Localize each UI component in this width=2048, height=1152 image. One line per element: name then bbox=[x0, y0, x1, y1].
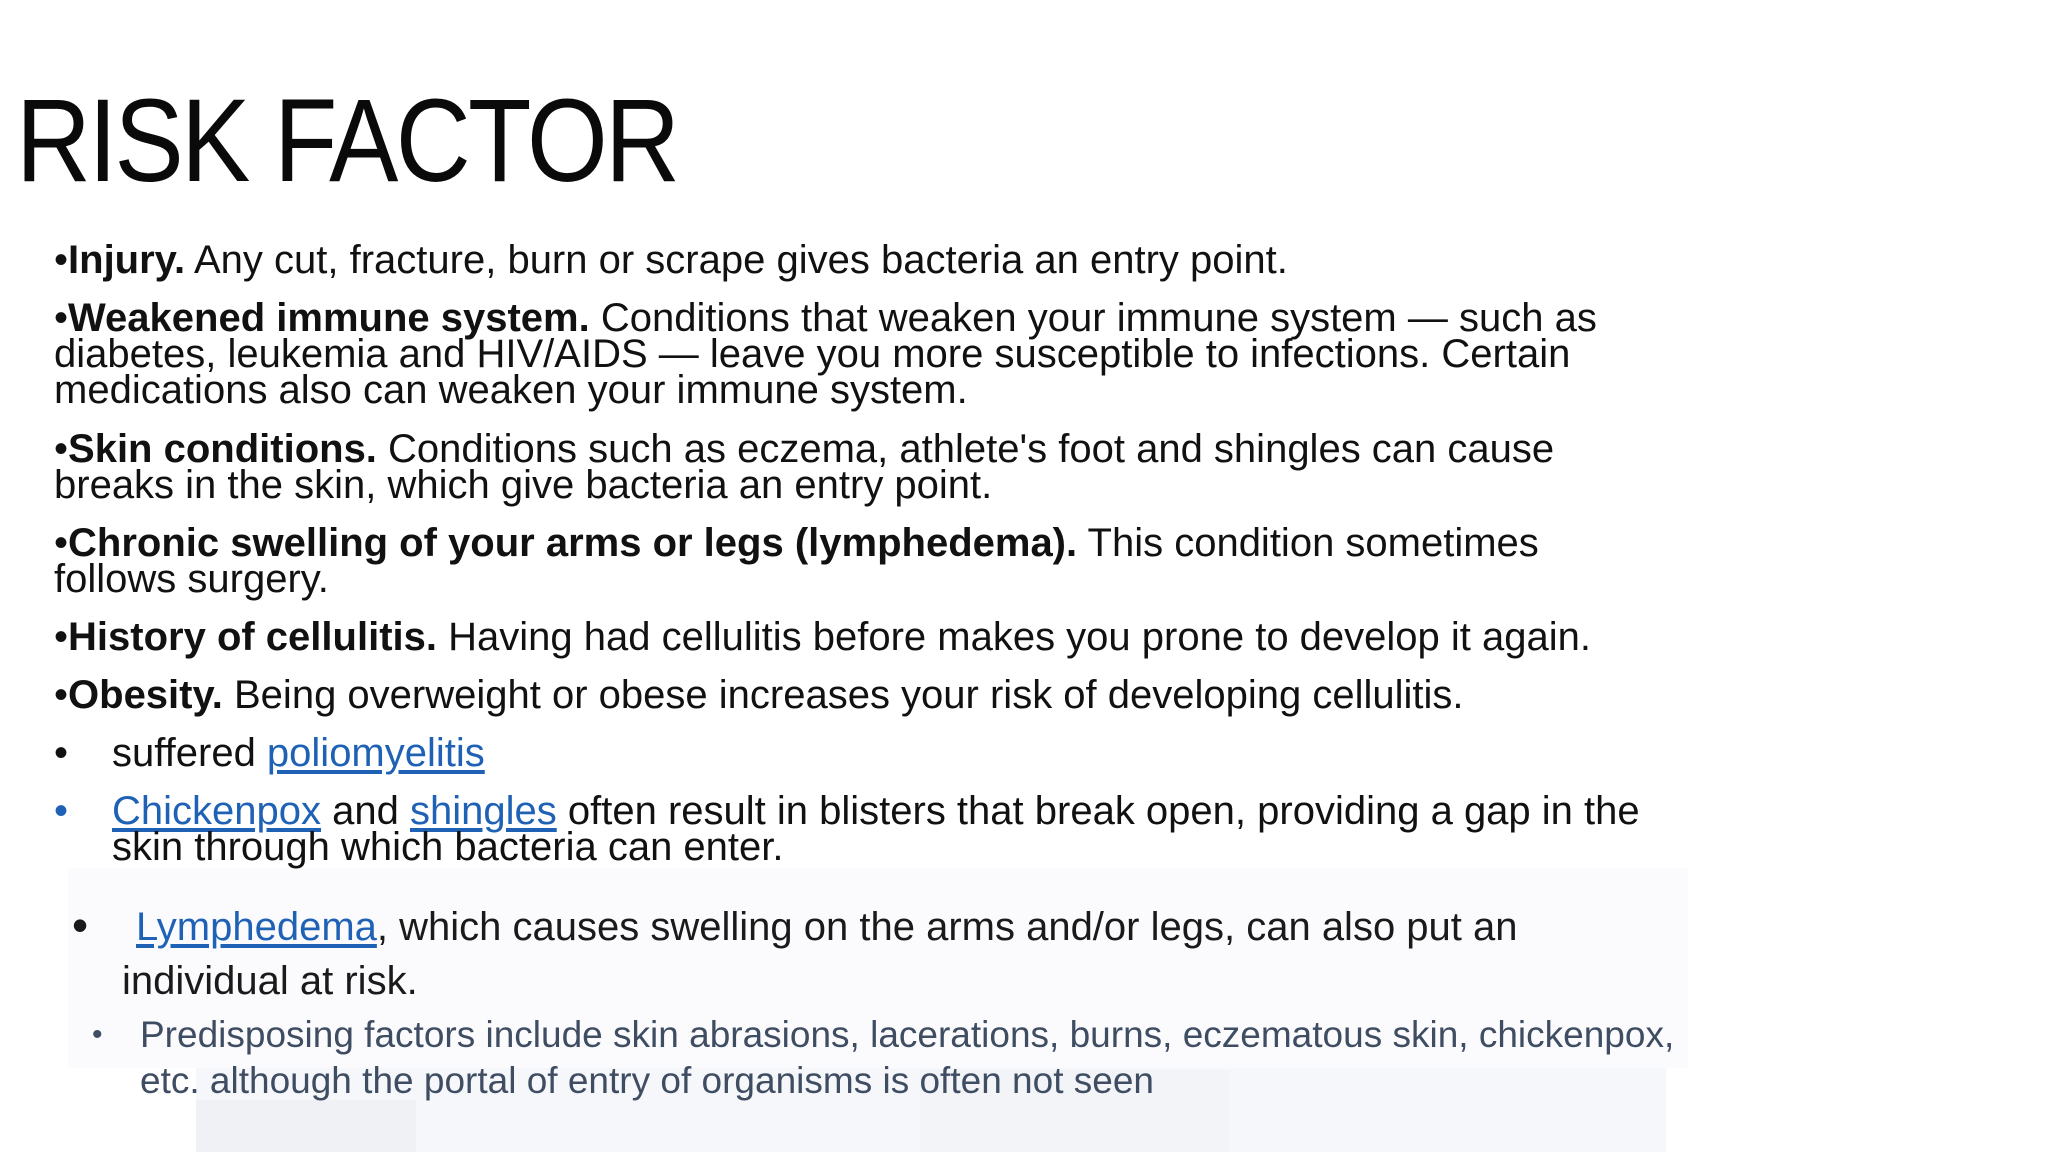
bullet: • bbox=[92, 1018, 103, 1051]
chickenpox-mid: and bbox=[321, 789, 410, 833]
risk-item-text bbox=[112, 789, 1832, 869]
risk-item-skin bbox=[54, 427, 1794, 507]
risk-item-text: Being overweight or obese increases your risk of developing cellulitis. bbox=[222, 673, 1464, 717]
risk-item-text bbox=[112, 731, 1832, 775]
chickenpox-link[interactable]: Chickenpox bbox=[112, 789, 322, 833]
risk-item-heading: Injury. bbox=[68, 238, 186, 282]
bullet: • bbox=[72, 899, 89, 951]
risk-item-text: diabetes, leukemia and HIV/AIDS — leave you more susceptible to infections. Certain bbox=[54, 332, 1571, 376]
risk-item-text: Any cut, fracture, burn or scrape gives bacteria an entry point. bbox=[185, 238, 1288, 282]
polio-prefix: suffered bbox=[112, 731, 267, 775]
risk-item-heading: History of cellulitis. bbox=[68, 615, 437, 659]
lymphedema-text bbox=[122, 900, 1742, 1008]
bullet: • bbox=[54, 427, 69, 471]
lymphedema-link[interactable]: Lymphedema bbox=[136, 905, 377, 949]
bullet: • bbox=[54, 521, 69, 565]
bullet: • bbox=[54, 789, 69, 833]
bullet: • bbox=[54, 615, 69, 659]
lymphedema-line2: individual at risk. bbox=[122, 959, 418, 1003]
risk-item-injury bbox=[54, 238, 1794, 282]
risk-item-heading: Weakened immune system. bbox=[68, 296, 590, 340]
chickenpox-rest: often result in blisters that break open, providing a gap in the bbox=[556, 789, 1640, 833]
risk-item-heading: Skin conditions. bbox=[68, 427, 377, 471]
pasted-image-background bbox=[196, 1100, 416, 1152]
risk-item-history bbox=[54, 615, 1794, 659]
risk-item-lymphedema bbox=[54, 521, 1794, 601]
risk-item-text: medications also can weaken your immune system. bbox=[54, 368, 968, 412]
predisposing-line2: etc. although the portal of entry of organisms is often not seen bbox=[140, 1060, 1154, 1101]
lymphedema-rest: , which causes swelling on the arms and/or legs, can also put an bbox=[376, 905, 1518, 949]
risk-item-text: breaks in the skin, which give bacteria an entry point. bbox=[54, 463, 993, 507]
bullet: • bbox=[54, 673, 69, 717]
shingles-link[interactable]: shingles bbox=[409, 789, 557, 833]
risk-item-text: This condition sometimes bbox=[1077, 521, 1539, 565]
risk-item-heading: Chronic swelling of your arms or legs (lymphedema). bbox=[68, 521, 1078, 565]
risk-item-immune bbox=[54, 296, 1794, 412]
bullet: • bbox=[54, 238, 69, 282]
predisposing-line1: Predisposing factors include skin abrasions, lacerations, burns, eczematous skin, chickenpox, bbox=[140, 1014, 1675, 1055]
chickenpox-line2: skin through which bacteria can enter. bbox=[112, 825, 784, 869]
bullet: • bbox=[54, 296, 69, 340]
bullet: • bbox=[54, 731, 69, 775]
risk-item-text: Conditions that weaken your immune system — such as bbox=[589, 296, 1597, 340]
slide-title: RISK FACTOR bbox=[16, 75, 678, 207]
poliomyelitis-link[interactable]: poliomyelitis bbox=[266, 731, 485, 775]
risk-item-text: Conditions such as eczema, athlete's foot and shingles can cause bbox=[376, 427, 1555, 471]
risk-item-text: Having had cellulitis before makes you prone to develop it again. bbox=[436, 615, 1592, 659]
risk-item-heading: Obesity. bbox=[68, 673, 223, 717]
risk-item-text: follows surgery. bbox=[54, 557, 329, 601]
risk-item-obesity bbox=[54, 673, 1794, 717]
predisposing-text bbox=[140, 1012, 1840, 1104]
